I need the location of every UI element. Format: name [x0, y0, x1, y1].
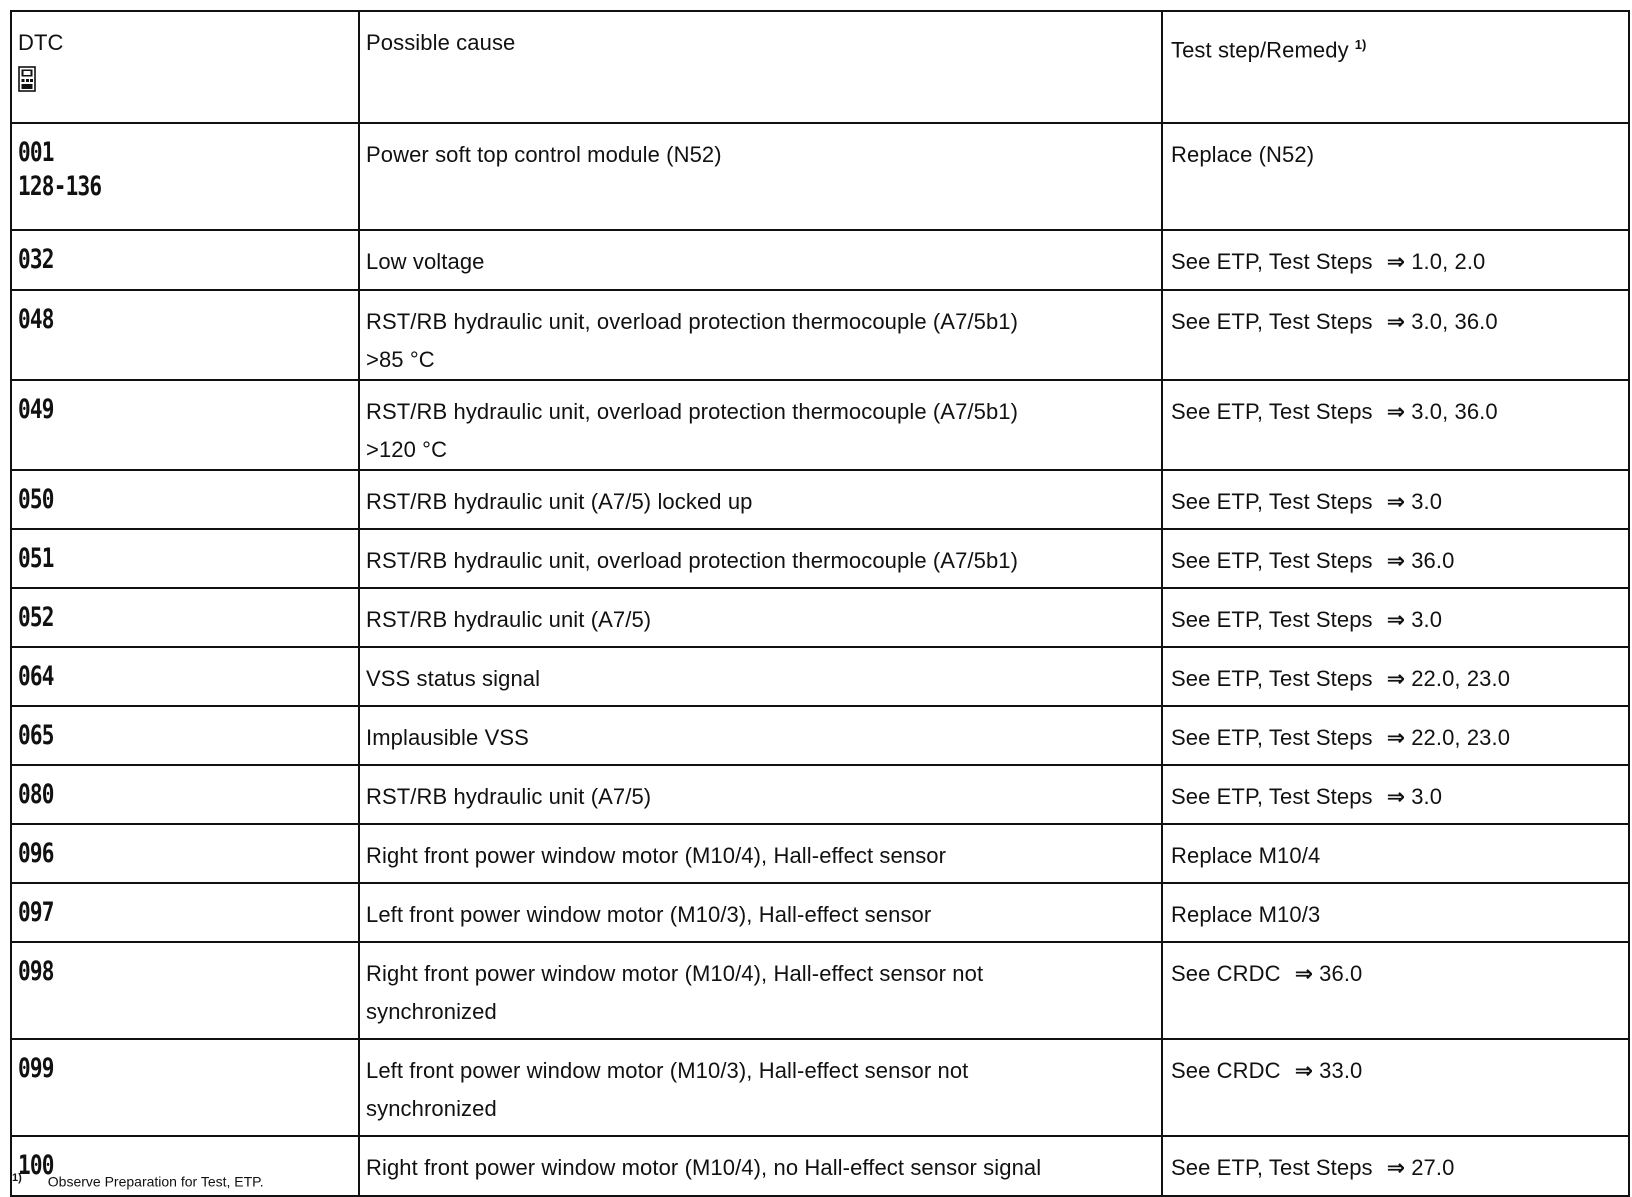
- cause-text: Left front power window motor (M10/3), Hall-effect sensor not synchronized: [366, 1058, 969, 1121]
- footnote-text: Observe Preparation for Test, ETP.: [47, 1173, 264, 1190]
- test-steps: 3.0: [1411, 607, 1443, 632]
- dtc-cell: [11, 470, 359, 529]
- remedy-cell: [1162, 230, 1629, 290]
- cause-cell: [359, 380, 1162, 470]
- table-row: [11, 942, 1629, 1039]
- dtc-cell: [11, 529, 359, 588]
- header-remedy: Test step/Remedy: [1171, 37, 1349, 63]
- dtc-cell: [11, 942, 359, 1039]
- cause-cell: [359, 706, 1162, 765]
- remedy-cell: [1162, 588, 1629, 647]
- cause-text: RST/RB hydraulic unit (A7/5) locked up: [366, 489, 753, 514]
- test-steps: 27.0: [1411, 1155, 1455, 1180]
- dtc-code: 032: [18, 244, 54, 275]
- dtc-cell: [11, 290, 359, 380]
- remedy-cell: [1162, 824, 1629, 883]
- remedy-text: See ETP, Test Steps: [1171, 784, 1373, 809]
- table-row: [11, 647, 1629, 706]
- test-steps: 3.0: [1411, 784, 1443, 809]
- test-steps: 3.0, 36.0: [1411, 309, 1498, 334]
- cause-cell: [359, 290, 1162, 380]
- header-footnote-ref: 1): [1354, 37, 1367, 52]
- cause-text: Left front power window motor (M10/3), Hall-effect sensor: [366, 902, 932, 927]
- cause-cell: [359, 529, 1162, 588]
- dtc-cell: [11, 647, 359, 706]
- remedy-cell: [1162, 1136, 1629, 1196]
- header-cause: Possible cause: [366, 30, 516, 55]
- remedy-cell: [1162, 529, 1629, 588]
- dtc-cell: [11, 588, 359, 647]
- remedy-cell: [1162, 380, 1629, 470]
- remedy-cell: [1162, 647, 1629, 706]
- cause-cell: [359, 883, 1162, 942]
- dtc-code: 050: [18, 484, 54, 515]
- dtc-code: 100: [18, 1150, 54, 1181]
- cause-cell: [359, 123, 1162, 230]
- arrow-right-icon: ⇒: [1386, 666, 1406, 691]
- cause-text: RST/RB hydraulic unit, overload protection thermocouple (A7/5b1): [366, 548, 1019, 573]
- table-row: [11, 706, 1629, 765]
- table-row: [11, 123, 1629, 230]
- dtc-cell: [11, 706, 359, 765]
- arrow-right-icon: ⇒: [1386, 548, 1406, 573]
- dtc-code: 097: [18, 897, 54, 928]
- dtc-code: 080: [18, 779, 54, 810]
- test-steps: 36.0: [1411, 548, 1455, 573]
- cause-cell: [359, 1136, 1162, 1196]
- table-row: [11, 380, 1629, 470]
- cause-text: Low voltage: [366, 249, 485, 274]
- arrow-right-icon: ⇒: [1294, 1058, 1314, 1083]
- arrow-right-icon: ⇒: [1386, 725, 1406, 750]
- table-row: [11, 588, 1629, 647]
- arrow-right-icon: ⇒: [1386, 607, 1406, 632]
- cause-cell: [359, 765, 1162, 824]
- test-steps: 36.0: [1319, 961, 1363, 986]
- dtc-code: 049: [18, 394, 54, 425]
- remedy-text: See ETP, Test Steps: [1171, 548, 1373, 573]
- cause-text: RST/RB hydraulic unit, overload protection thermocouple (A7/5b1) >85 °C: [366, 309, 1019, 372]
- remedy-text: See ETP, Test Steps: [1171, 249, 1373, 274]
- header-remedy-cell: [1162, 11, 1629, 123]
- table-row: [11, 824, 1629, 883]
- cause-text: Right front power window motor (M10/4), Hall-effect sensor: [366, 843, 947, 868]
- test-steps: 22.0, 23.0: [1411, 666, 1511, 691]
- remedy-text: Replace M10/4: [1171, 843, 1321, 868]
- table-header-row: [11, 11, 1629, 123]
- header-dtc: DTC: [18, 30, 64, 55]
- remedy-cell: [1162, 765, 1629, 824]
- remedy-cell: [1162, 1039, 1629, 1136]
- remedy-cell: [1162, 123, 1629, 230]
- header-dtc-cell: [11, 11, 359, 123]
- remedy-cell: [1162, 470, 1629, 529]
- arrow-right-icon: ⇒: [1386, 399, 1406, 424]
- arrow-right-icon: ⇒: [1386, 249, 1406, 274]
- remedy-text: See ETP, Test Steps: [1171, 399, 1373, 424]
- test-steps: 3.0: [1411, 489, 1443, 514]
- table-row: [11, 290, 1629, 380]
- table-row: [11, 765, 1629, 824]
- arrow-right-icon: ⇒: [1386, 489, 1406, 514]
- dtc-cell: [11, 1039, 359, 1136]
- dtc-code: 064: [18, 661, 54, 692]
- arrow-right-icon: ⇒: [1386, 1155, 1406, 1180]
- table-row: [11, 1039, 1629, 1136]
- cause-text: Right front power window motor (M10/4), no Hall-effect sensor signal: [366, 1155, 1042, 1180]
- cause-cell: [359, 470, 1162, 529]
- remedy-cell: [1162, 942, 1629, 1039]
- dtc-document: [10, 10, 1628, 1197]
- test-steps: 3.0, 36.0: [1411, 399, 1498, 424]
- cause-cell: [359, 1039, 1162, 1136]
- cause-cell: [359, 824, 1162, 883]
- remedy-text: Replace M10/3: [1171, 902, 1321, 927]
- cause-text: Implausible VSS: [366, 725, 529, 750]
- dtc-code: 051: [18, 543, 54, 574]
- diagnostic-tester-icon: [18, 66, 36, 92]
- dtc-cell: [11, 230, 359, 290]
- dtc-code: 001: [18, 137, 54, 168]
- arrow-right-icon: ⇒: [1294, 961, 1314, 986]
- dtc-code: 099: [18, 1053, 54, 1084]
- test-steps: 33.0: [1319, 1058, 1363, 1083]
- remedy-text: See ETP, Test Steps: [1171, 666, 1373, 691]
- remedy-text: See CRDC: [1171, 961, 1281, 986]
- remedy-text: See ETP, Test Steps: [1171, 1155, 1373, 1180]
- table-row: [11, 230, 1629, 290]
- footnote: [12, 1170, 264, 1190]
- cause-cell: [359, 942, 1162, 1039]
- dtc-code: 065: [18, 720, 54, 751]
- remedy-text: See ETP, Test Steps: [1171, 489, 1373, 514]
- header-cause-cell: [359, 11, 1162, 123]
- cause-cell: [359, 647, 1162, 706]
- remedy-cell: [1162, 290, 1629, 380]
- table-row: [11, 470, 1629, 529]
- remedy-text: Replace (N52): [1171, 142, 1315, 167]
- table-row: [11, 883, 1629, 942]
- arrow-right-icon: ⇒: [1386, 784, 1406, 809]
- dtc-cell: [11, 380, 359, 470]
- cause-text: RST/RB hydraulic unit, overload protection thermocouple (A7/5b1) >120 °C: [366, 399, 1019, 462]
- remedy-cell: [1162, 706, 1629, 765]
- cause-cell: [359, 588, 1162, 647]
- dtc-code: 052: [18, 602, 54, 633]
- cause-text: RST/RB hydraulic unit (A7/5): [366, 607, 652, 632]
- remedy-text: See CRDC: [1171, 1058, 1281, 1083]
- remedy-text: See ETP, Test Steps: [1171, 725, 1373, 750]
- remedy-cell: [1162, 883, 1629, 942]
- dtc-code: 128-136: [18, 171, 102, 202]
- remedy-text: See ETP, Test Steps: [1171, 607, 1373, 632]
- cause-text: Power soft top control module (N52): [366, 142, 722, 167]
- dtc-table: [10, 10, 1630, 1197]
- cause-text: Right front power window motor (M10/4), Hall-effect sensor not synchronized: [366, 961, 984, 1024]
- dtc-code: 096: [18, 838, 54, 869]
- cause-text: RST/RB hydraulic unit (A7/5): [366, 784, 652, 809]
- remedy-text: See ETP, Test Steps: [1171, 309, 1373, 334]
- cause-cell: [359, 230, 1162, 290]
- arrow-right-icon: ⇒: [1386, 309, 1406, 334]
- dtc-cell: [11, 123, 359, 230]
- dtc-cell: [11, 765, 359, 824]
- cause-text: VSS status signal: [366, 666, 541, 691]
- dtc-code: 048: [18, 304, 54, 335]
- footnote-mark: 1): [12, 1172, 22, 1184]
- dtc-cell: [11, 883, 359, 942]
- table-row: [11, 529, 1629, 588]
- test-steps: 22.0, 23.0: [1411, 725, 1511, 750]
- test-steps: 1.0, 2.0: [1411, 249, 1486, 274]
- dtc-code: 098: [18, 956, 54, 987]
- dtc-cell: [11, 824, 359, 883]
